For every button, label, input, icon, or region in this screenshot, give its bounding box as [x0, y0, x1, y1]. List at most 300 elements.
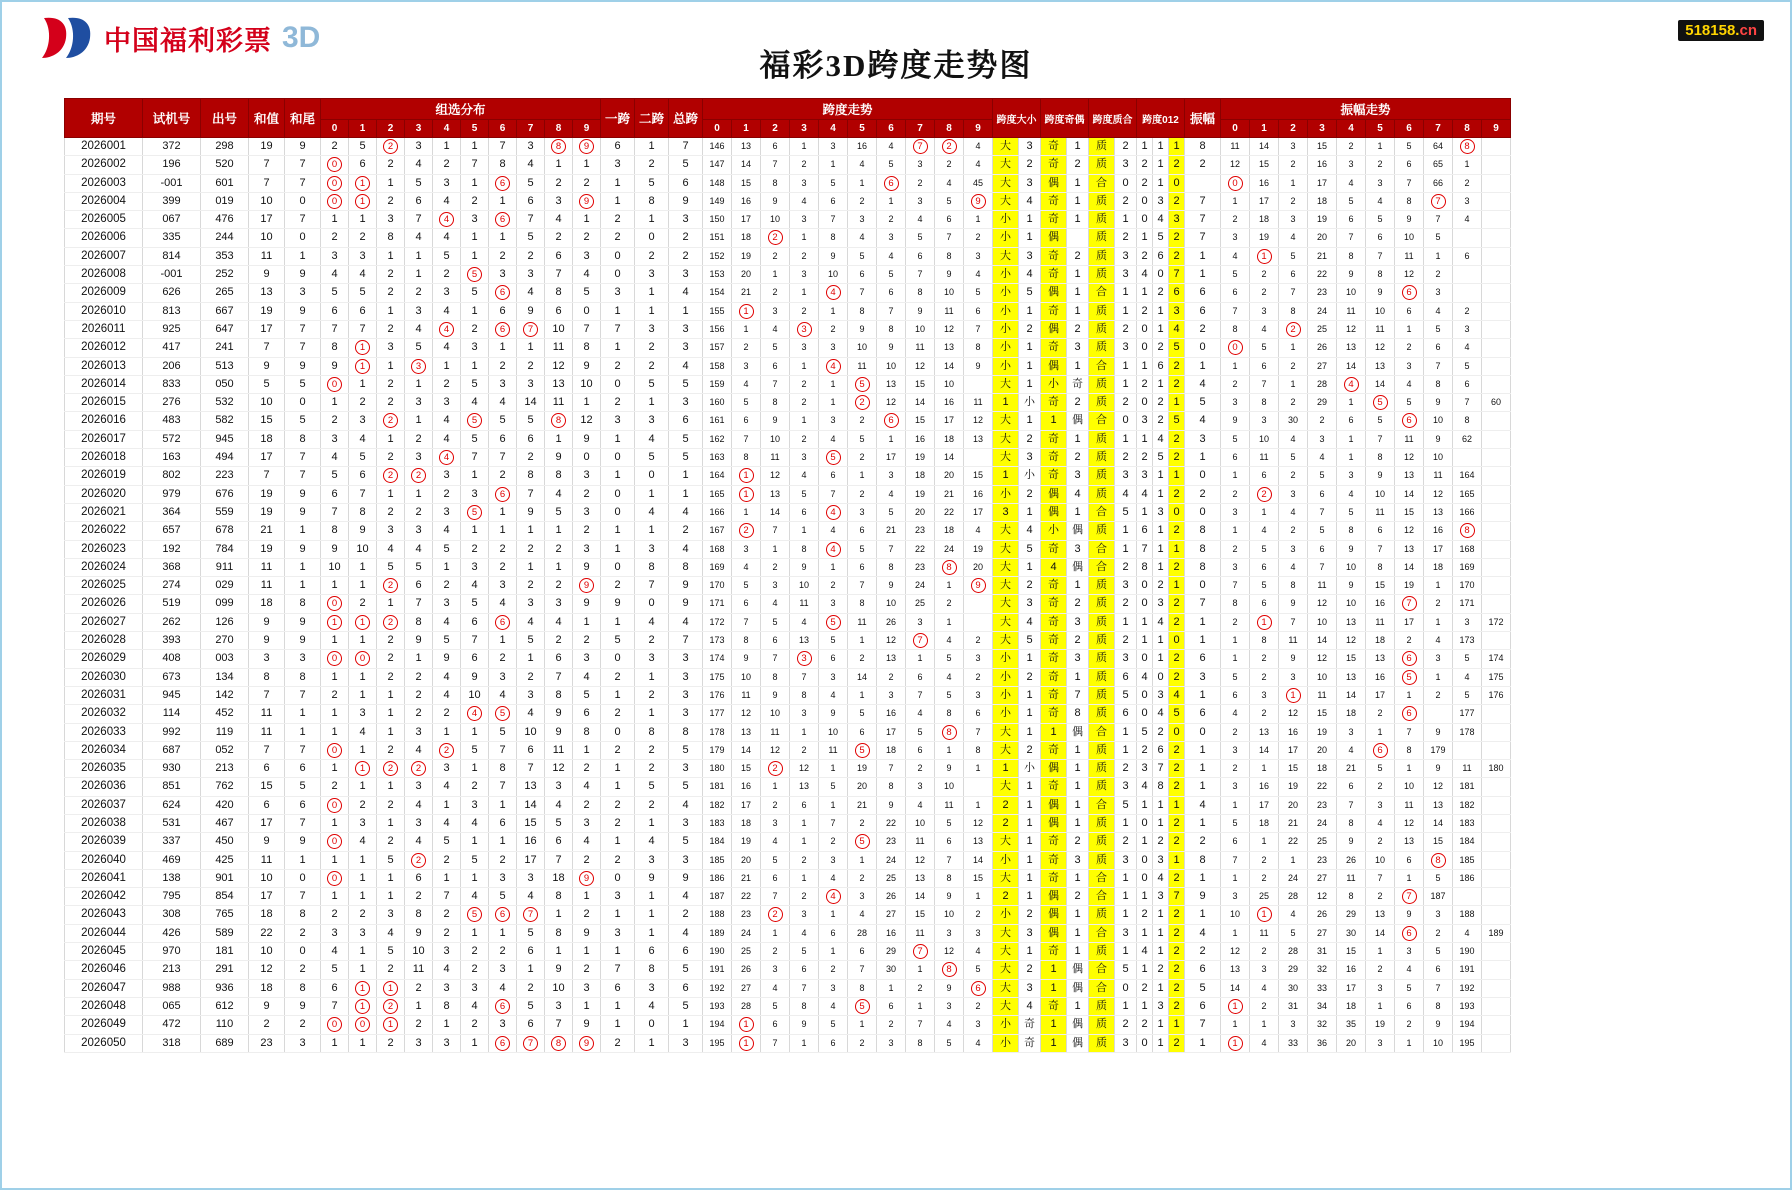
table-row[interactable]: [65, 522, 1511, 540]
cell-group-6: [489, 705, 517, 723]
cell-group-3: 3: [405, 138, 433, 156]
cell-group-1: 8: [349, 503, 377, 521]
cell-span1: 1: [601, 302, 635, 320]
cell-group-2: 3: [377, 906, 405, 924]
cell-group-2: 2: [377, 394, 405, 412]
col-header-sum: 和值: [249, 99, 285, 138]
cell-span-parity-count: 1: [1067, 741, 1089, 759]
cell-span-012-a: 0: [1137, 595, 1153, 613]
cell-draw-number: 854: [201, 888, 249, 906]
cell-sum-tail: 9: [285, 833, 321, 851]
cell-group-8: 2: [545, 632, 573, 650]
cell-group-9: 4: [573, 668, 601, 686]
marked-value: 8: [551, 413, 566, 428]
table-row[interactable]: [65, 961, 1511, 979]
cell-group-2: 2: [377, 320, 405, 338]
cell-group-0: 9: [321, 357, 349, 375]
cell-span-0: 19: [732, 247, 761, 265]
table-row[interactable]: [65, 339, 1511, 357]
cell-group-1: 2: [349, 595, 377, 613]
table-row[interactable]: [65, 229, 1511, 247]
table-row[interactable]: [65, 705, 1511, 723]
cell-draw-number: 291: [201, 961, 249, 979]
marked-value: 0: [327, 798, 342, 813]
cell-span-7: 6: [935, 211, 964, 229]
cell-span-2: 3: [790, 705, 819, 723]
cell-span-1: 4: [761, 833, 790, 851]
cell-span-1: 5: [761, 851, 790, 869]
table-row[interactable]: [65, 540, 1511, 558]
cell-group-2: 3: [377, 339, 405, 357]
cell-amp-6: 5: [1395, 394, 1424, 412]
cell-amp-0: 6: [1221, 686, 1250, 704]
table-row[interactable]: [65, 833, 1511, 851]
table-row[interactable]: [65, 979, 1511, 997]
cell-sum-tail: 0: [285, 869, 321, 887]
table-row[interactable]: [65, 869, 1511, 887]
cell-span-size: 2: [993, 796, 1019, 814]
cell-group-2: 4: [377, 924, 405, 942]
cell-draw-number: 612: [201, 997, 249, 1015]
cell-group-2: 2: [377, 632, 405, 650]
cell-group-3: 11: [405, 961, 433, 979]
table-row[interactable]: [65, 668, 1511, 686]
cell-span-prime-count: 1: [1115, 997, 1137, 1015]
cell-test-number: 138: [143, 869, 201, 887]
cell-amp-8: [1453, 284, 1482, 302]
marked-value: 5: [855, 834, 870, 849]
cell-span-size-count: 1: [1019, 814, 1041, 832]
cell-span-1: 7: [761, 1034, 790, 1052]
cell-span-total: 6: [669, 943, 703, 961]
cell-amp-2: 1: [1279, 375, 1308, 393]
cell-amp-5: 13: [1366, 650, 1395, 668]
table-row[interactable]: [65, 449, 1511, 467]
cell-group-5: 1: [461, 869, 489, 887]
table-row[interactable]: [65, 375, 1511, 393]
cell-amp-6: [1395, 668, 1424, 686]
table-row[interactable]: [65, 741, 1511, 759]
marked-value: 4: [826, 505, 841, 520]
cell-span-6: 15: [906, 906, 935, 924]
cell-span-size: 小: [993, 339, 1019, 357]
cell-span-size-count: 1: [1019, 302, 1041, 320]
table-row[interactable]: [65, 760, 1511, 778]
table-row[interactable]: [65, 613, 1511, 631]
cell-span-size: 小: [993, 320, 1019, 338]
cell-span2: 8: [635, 192, 669, 210]
cell-span-012-a: 3: [1137, 412, 1153, 430]
table-row[interactable]: [65, 302, 1511, 320]
cell-issue: 2026037: [65, 796, 143, 814]
cell-amp-5: [1366, 741, 1395, 759]
cell-span-5: 4: [877, 485, 906, 503]
cell-span-4: 11: [848, 357, 877, 375]
cell-span-012-a: 4: [1137, 485, 1153, 503]
cell-span-3: 7: [819, 814, 848, 832]
cell-span-1: 1: [761, 778, 790, 796]
table-row[interactable]: [65, 1016, 1511, 1034]
table-row[interactable]: [65, 632, 1511, 650]
cell-group-7: 2: [517, 357, 545, 375]
cell-span-prime: 合: [1089, 284, 1115, 302]
cell-span-8: 1: [964, 796, 993, 814]
cell-span-8: 4: [964, 1034, 993, 1052]
table-row[interactable]: [65, 394, 1511, 412]
cell-amp-5: 8: [1366, 558, 1395, 576]
cell-amplitude: 1: [1185, 814, 1221, 832]
cell-span-5: 26: [877, 888, 906, 906]
cell-group-4: 4: [433, 412, 461, 430]
cell-span-prime: 质: [1089, 138, 1115, 156]
cell-sum: 18: [249, 906, 285, 924]
cell-group-1: 9: [349, 522, 377, 540]
cell-amp-5: 1: [1366, 997, 1395, 1015]
cell-span-012-a: 0: [1137, 320, 1153, 338]
cell-group-2: 2: [377, 650, 405, 668]
cell-issue: 2026043: [65, 906, 143, 924]
cell-span-parity: 偶: [1041, 284, 1067, 302]
cell-group-6: 2: [489, 558, 517, 576]
marked-value: 1: [1257, 615, 1272, 630]
cell-group-1: 5: [349, 449, 377, 467]
cell-group-0: 1: [321, 760, 349, 778]
cell-group-1: 6: [349, 156, 377, 174]
cell-span-3: 11: [819, 741, 848, 759]
cell-span1: 2: [601, 705, 635, 723]
table-row[interactable]: [65, 156, 1511, 174]
cell-span-5: 2: [877, 668, 906, 686]
cell-span-0: 21: [732, 284, 761, 302]
cell-amp-1: 17: [1250, 796, 1279, 814]
cell-span2: 3: [635, 412, 669, 430]
table-row[interactable]: [65, 778, 1511, 796]
cell-span2: 2: [635, 339, 669, 357]
cell-draw-number: 467: [201, 814, 249, 832]
cell-amp-2: 31: [1279, 997, 1308, 1015]
col-header-group-digit-3: 3: [405, 120, 433, 138]
cell-span1: 3: [601, 284, 635, 302]
cell-group-1: 5: [349, 284, 377, 302]
cell-amp-3: 12: [1308, 595, 1337, 613]
cell-test-number: 408: [143, 650, 201, 668]
cell-amp-1: 6: [1250, 595, 1279, 613]
cell-span-012-a: 1: [1137, 632, 1153, 650]
cell-span-1: 12: [761, 741, 790, 759]
table-row[interactable]: [65, 247, 1511, 265]
cell-amp-1: 7: [1250, 375, 1279, 393]
table-row[interactable]: [65, 284, 1511, 302]
table-row[interactable]: [65, 888, 1511, 906]
cell-group-1: 2: [349, 906, 377, 924]
cell-span2: 0: [635, 229, 669, 247]
cell-span-012-a: 1: [1137, 997, 1153, 1015]
table-row[interactable]: [65, 412, 1511, 430]
cell-amp-1: 2: [1250, 869, 1279, 887]
marked-value: 2: [411, 853, 426, 868]
cell-span-prime: 质: [1089, 266, 1115, 284]
cell-span-012-a: 0: [1137, 394, 1153, 412]
cell-span1: 0: [601, 869, 635, 887]
cell-span-4: 20: [848, 778, 877, 796]
cell-span1: 3: [601, 156, 635, 174]
table-row[interactable]: [65, 192, 1511, 210]
table-row[interactable]: [65, 997, 1511, 1015]
table-row[interactable]: [65, 1034, 1511, 1052]
cell-amp-3: 20: [1308, 229, 1337, 247]
cell-group-1: 1: [349, 686, 377, 704]
cell-group-8: [545, 1034, 573, 1052]
cell-span-index: 186: [703, 869, 732, 887]
cell-span-parity: 奇: [1041, 778, 1067, 796]
table-row[interactable]: [65, 430, 1511, 448]
table-row[interactable]: [65, 814, 1511, 832]
table-row[interactable]: [65, 558, 1511, 576]
cell-group-0: [321, 833, 349, 851]
cell-amp-6: 9: [1395, 211, 1424, 229]
marked-value: 1: [1228, 1036, 1243, 1051]
cell-group-5: 7: [461, 632, 489, 650]
cell-span-012-b: 1: [1153, 924, 1169, 942]
cell-span-012-a: 1: [1137, 357, 1153, 375]
trend-table-container[interactable]: [64, 98, 1732, 1053]
cell-span-4: 8: [848, 302, 877, 320]
cell-span-parity-count: 2: [1067, 632, 1089, 650]
cell-span-7: 4: [935, 632, 964, 650]
cell-amp-7: 12: [1424, 485, 1453, 503]
cell-span-total: 1: [669, 1016, 703, 1034]
cell-group-2: 2: [377, 796, 405, 814]
cell-span-prime-count: 3: [1115, 247, 1137, 265]
watermark-tld: cn: [1739, 22, 1757, 39]
cell-amplitude: 3: [1185, 430, 1221, 448]
cell-amp-4: 9: [1337, 577, 1366, 595]
cell-group-2: 2: [377, 192, 405, 210]
table-row[interactable]: [65, 320, 1511, 338]
cell-amp-2: [1279, 320, 1308, 338]
cell-group-6: 2: [489, 943, 517, 961]
cell-span-index: 175: [703, 668, 732, 686]
cell-group-7: 5: [517, 412, 545, 430]
cell-span-5: 23: [877, 833, 906, 851]
cell-sum: 19: [249, 540, 285, 558]
cell-group-6: 7: [489, 778, 517, 796]
cell-amp-1: 4: [1250, 1034, 1279, 1052]
cell-group-9: 7: [573, 320, 601, 338]
cell-span-5: 21: [877, 522, 906, 540]
cell-amp-2: 5: [1279, 924, 1308, 942]
cell-group-0: [321, 650, 349, 668]
cell-group-8: 2: [545, 229, 573, 247]
cell-group-0: 8: [321, 339, 349, 357]
table-row[interactable]: [65, 485, 1511, 503]
cell-group-3: 3: [405, 778, 433, 796]
cell-span-parity: 奇: [1041, 211, 1067, 229]
cell-amp-2: 4: [1279, 906, 1308, 924]
cell-span-0: 20: [732, 266, 761, 284]
cell-amp-6: 5: [1395, 979, 1424, 997]
cell-span-parity-count: 2: [1067, 394, 1089, 412]
table-row[interactable]: [65, 906, 1511, 924]
cell-group-2: [377, 760, 405, 778]
cell-group-7: 3: [517, 375, 545, 393]
cell-span-0: 27: [732, 979, 761, 997]
cell-span-prime-count: 1: [1115, 723, 1137, 741]
marked-value: 1: [355, 999, 370, 1014]
cell-group-7: 5: [517, 924, 545, 942]
cell-span-5: 16: [877, 924, 906, 942]
cell-span-2: 2: [790, 741, 819, 759]
cell-span-012-a: 1: [1137, 284, 1153, 302]
table-row[interactable]: [65, 467, 1511, 485]
table-row[interactable]: [65, 266, 1511, 284]
cell-amp-5: 13: [1366, 357, 1395, 375]
cell-span-8: 12: [964, 814, 993, 832]
cell-group-3: 3: [405, 394, 433, 412]
cell-group-1: 4: [349, 266, 377, 284]
cell-amp-1: 2: [1250, 284, 1279, 302]
cell-test-number: 657: [143, 522, 201, 540]
cell-span-index: 180: [703, 760, 732, 778]
cell-group-7: 2: [517, 449, 545, 467]
cell-span-4: 4: [848, 906, 877, 924]
cell-draw-number: 003: [201, 650, 249, 668]
marked-value: 5: [1402, 670, 1417, 685]
cell-sum-tail: 2: [285, 1016, 321, 1034]
cell-amp-1: 4: [1250, 522, 1279, 540]
cell-amp-8: 2: [1453, 302, 1482, 320]
marked-value: 1: [1228, 999, 1243, 1014]
cell-amplitude: 0: [1185, 723, 1221, 741]
cell-group-1: 1: [349, 943, 377, 961]
cell-span-index: 159: [703, 375, 732, 393]
cell-amp-0: 13: [1221, 961, 1250, 979]
cell-amp-2: 2: [1279, 192, 1308, 210]
cell-span1: 2: [601, 796, 635, 814]
cell-span-5: 12: [877, 632, 906, 650]
col-header-span-parity: 跨度奇偶: [1041, 99, 1089, 138]
cell-span-prime-count: 3: [1115, 851, 1137, 869]
cell-draw-number: 019: [201, 192, 249, 210]
cell-group-2: [377, 412, 405, 430]
cell-amplitude: 1: [1185, 686, 1221, 704]
cell-sum: 17: [249, 449, 285, 467]
cell-span-6: 3: [906, 192, 935, 210]
cell-span-7: 5: [935, 192, 964, 210]
cell-span-prime-count: 2: [1115, 192, 1137, 210]
cell-amp-0: 1: [1221, 632, 1250, 650]
cell-amp-9: [1482, 943, 1511, 961]
cell-group-3: [405, 760, 433, 778]
cell-span-index: 149: [703, 192, 732, 210]
cell-span-2: 6: [790, 796, 819, 814]
cell-amplitude: 8: [1185, 540, 1221, 558]
cell-group-4: 4: [433, 613, 461, 631]
cell-span-0: 1: [732, 503, 761, 521]
table-row[interactable]: [65, 211, 1511, 229]
cell-span-3: 6: [819, 467, 848, 485]
table-row[interactable]: [65, 577, 1511, 595]
cell-span-4: 3: [848, 888, 877, 906]
cell-amp-7: 3: [1424, 650, 1453, 668]
cell-span-6: 23: [906, 558, 935, 576]
cell-sum-tail: 9: [285, 266, 321, 284]
cell-group-8: 18: [545, 869, 573, 887]
marked-value: 6: [495, 999, 510, 1014]
cell-span2: 1: [635, 668, 669, 686]
cell-amp-2: 11: [1279, 632, 1308, 650]
table-row[interactable]: [65, 595, 1511, 613]
cell-group-1: 1: [349, 869, 377, 887]
cell-amplitude: 1: [1185, 906, 1221, 924]
table-row[interactable]: [65, 924, 1511, 942]
cell-span-total: 1: [669, 485, 703, 503]
table-row[interactable]: [65, 723, 1511, 741]
cell-span-prime: 合: [1089, 503, 1115, 521]
cell-span-size: 小: [993, 668, 1019, 686]
table-row[interactable]: [65, 686, 1511, 704]
table-row[interactable]: [65, 357, 1511, 375]
col-header-amp-digit-5: 5: [1366, 120, 1395, 138]
cell-group-7: 4: [517, 613, 545, 631]
cell-amp-7: 6: [1424, 961, 1453, 979]
cell-amp-6: 8: [1395, 741, 1424, 759]
cell-span-prime-count: 3: [1115, 339, 1137, 357]
cell-span-index: 156: [703, 320, 732, 338]
table-row[interactable]: [65, 174, 1511, 192]
cell-span-3: 1: [819, 156, 848, 174]
table-row[interactable]: [65, 943, 1511, 961]
cell-group-6: 7: [489, 138, 517, 156]
cell-span-012-c: 2: [1169, 668, 1185, 686]
cell-group-7: 4: [517, 284, 545, 302]
cell-group-8: 1: [545, 522, 573, 540]
cell-span-012-a: 4: [1137, 668, 1153, 686]
cell-span-012-a: 0: [1137, 339, 1153, 357]
cell-span2: 1: [635, 485, 669, 503]
cell-span2: 4: [635, 833, 669, 851]
cell-span-size: 2: [993, 814, 1019, 832]
table-row[interactable]: [65, 650, 1511, 668]
cell-amp-0: 3: [1221, 741, 1250, 759]
cell-span-prime: 质: [1089, 814, 1115, 832]
cell-group-8: 7: [545, 266, 573, 284]
cell-span-012-b: 1: [1153, 943, 1169, 961]
cell-group-5: 3: [461, 558, 489, 576]
cell-amp-9: [1482, 833, 1511, 851]
cell-span-012-b: 4: [1153, 613, 1169, 631]
marked-value: 0: [1228, 340, 1243, 355]
cell-group-1: 1: [349, 211, 377, 229]
table-row[interactable]: [65, 851, 1511, 869]
cell-sum-tail: 9: [285, 485, 321, 503]
cell-span-5: 8: [877, 558, 906, 576]
cell-span-size: 大: [993, 778, 1019, 796]
table-row[interactable]: [65, 796, 1511, 814]
cell-amp-4: 8: [1337, 522, 1366, 540]
cell-span-size: 大: [993, 943, 1019, 961]
cell-span-prime-count: 0: [1115, 412, 1137, 430]
cell-amp-0: 7: [1221, 851, 1250, 869]
cell-amp-7: 1: [1424, 247, 1453, 265]
cell-span-prime: 合: [1089, 924, 1115, 942]
table-row[interactable]: [65, 138, 1511, 156]
cell-amp-4: 1: [1337, 449, 1366, 467]
cell-span-prime-count: 1: [1115, 522, 1137, 540]
cell-issue: 2026001: [65, 138, 143, 156]
cell-span-012-a: 2: [1137, 375, 1153, 393]
table-row[interactable]: [65, 503, 1511, 521]
